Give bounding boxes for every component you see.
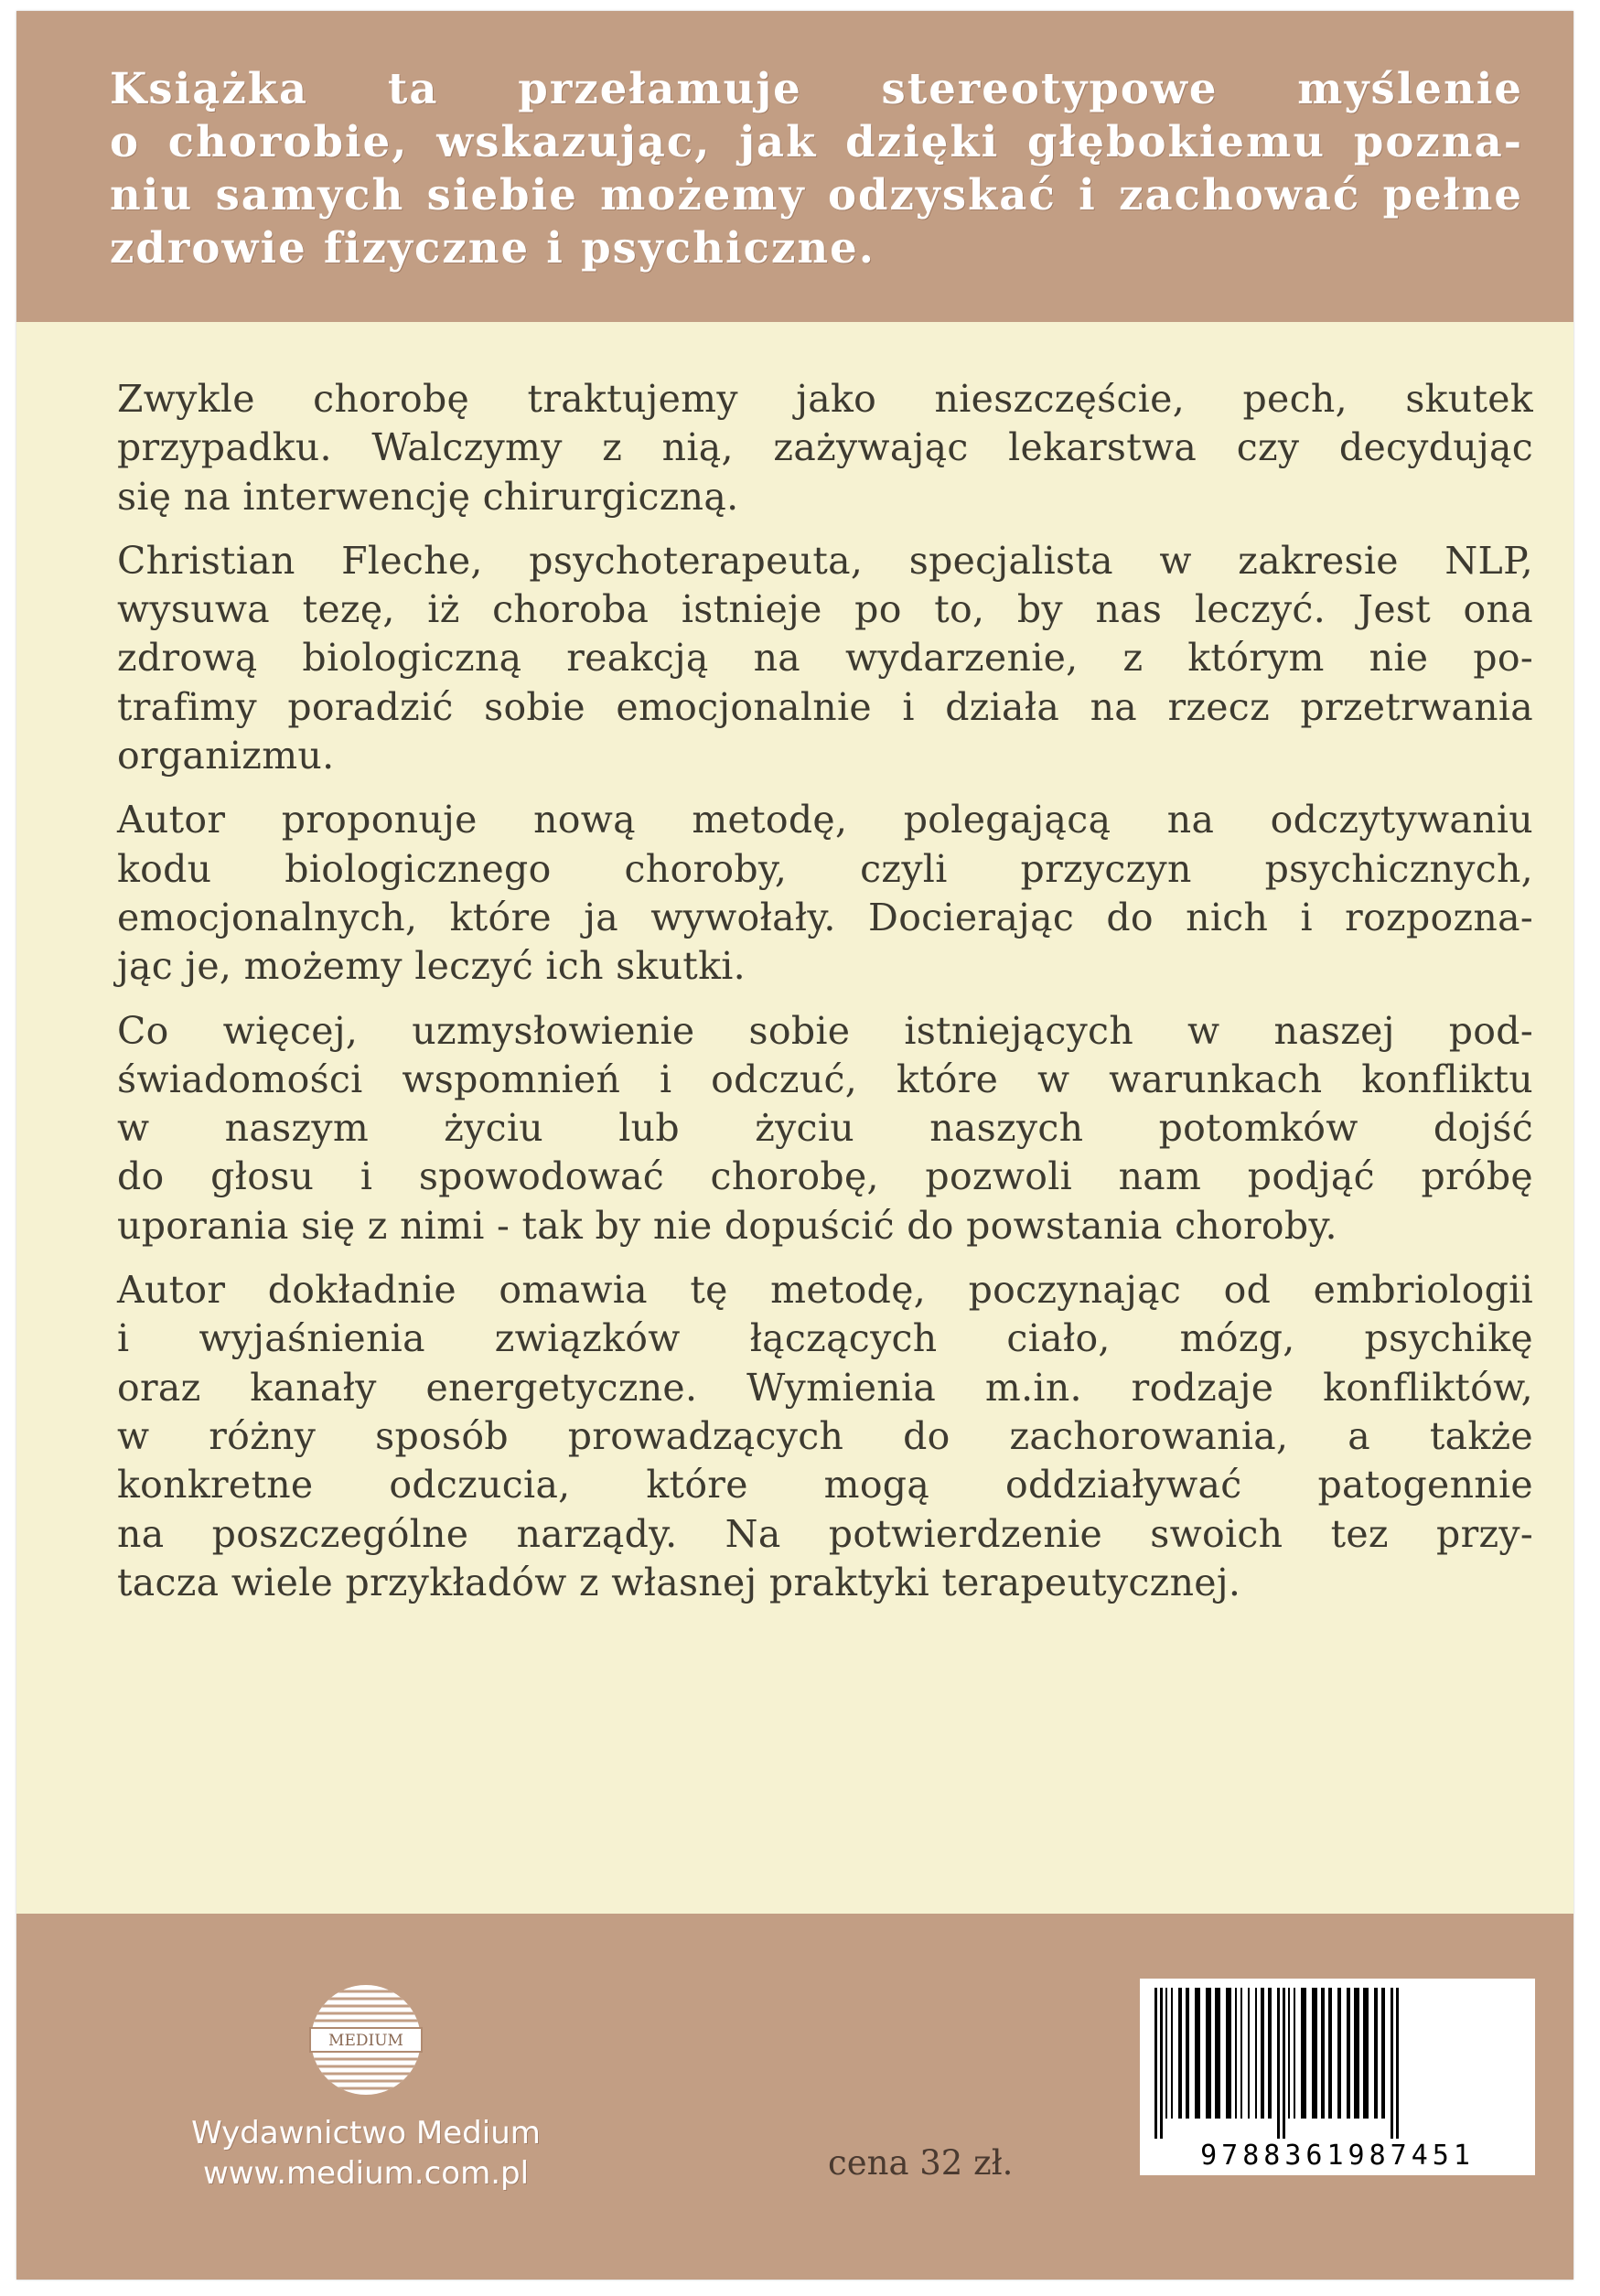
blurb-line: o chorobie, wskazując, jak dzięki głębokiemu pozna- xyxy=(110,116,1523,166)
barcode-bars xyxy=(1153,1988,1522,2139)
text-line: Autor proponuje nową metodę, polegającą na odczytywaniu xyxy=(117,798,1533,842)
text-line: zdrową biologiczną reakcją na wydarzenie, z którym nie po- xyxy=(117,636,1533,681)
barcode-guard-bar xyxy=(1160,1988,1163,2139)
text-line: na poszczególne narządy. Na potwierdzenie swoich tez przy- xyxy=(117,1511,1533,1556)
text-line: Co więcej, uzmysłowienie sobie istniejących w naszej pod- xyxy=(117,1008,1533,1053)
text-line: emocjonalnych, które ja wywołały. Docierając do nich i rozpozna- xyxy=(117,895,1533,939)
text-line: tacza wiele przykładów z własnej praktyki terapeutycznej. xyxy=(117,1560,1241,1604)
logo-text: MEDIUM xyxy=(328,2032,403,2050)
text-line: w różny sposób prowadzących do zachorowania, a także xyxy=(117,1413,1533,1458)
blurb-line: niu samych siebie możemy odzyskać i zachować pełne xyxy=(110,169,1523,220)
text-line: w naszym życiu lub życiu naszych potomków dojść xyxy=(117,1106,1533,1151)
barcode-guard-bar xyxy=(1396,1988,1399,2139)
barcode-bar xyxy=(1381,1988,1385,2119)
text-line: wysuwa tezę, iż choroba istnieje po to, by nas leczyć. Jest ona xyxy=(117,587,1533,632)
barcode-bar xyxy=(1226,1988,1231,2119)
barcode-guard-bar xyxy=(1283,1988,1285,2139)
blurb-line: zdrowie fizyczne i psychiczne. xyxy=(110,222,875,273)
barcode-bar xyxy=(1347,1988,1350,2119)
text-line: organizmu. xyxy=(117,734,335,778)
publisher-name: Wydawnictwo Medium xyxy=(191,2115,541,2151)
text-line: trafimy poradzić sobie emocjonalnie i działa na rzecz przetrwania xyxy=(117,684,1533,729)
text-line: przypadku. Walczymy z nią, zażywając lekarstwa czy decydując xyxy=(117,425,1533,470)
barcode-bar xyxy=(1255,1988,1257,2119)
barcode-bar xyxy=(1337,1988,1341,2119)
barcode-bar xyxy=(1206,1988,1211,2119)
text-line: konkretne odczucia, które mogą oddziaływać patogennie xyxy=(117,1463,1533,1507)
barcode-bar xyxy=(1215,1988,1220,2119)
text-line: i wyjaśnienia związków łączących ciało, mózg, psychikę xyxy=(117,1316,1533,1361)
cover-blurb xyxy=(110,62,1523,274)
text-line: uporania się z nimi - tak by nie dopuścić do powstania choroby. xyxy=(117,1203,1337,1248)
paragraph xyxy=(117,375,1533,521)
barcode-bar xyxy=(1268,1988,1272,2119)
barcode-bar xyxy=(1294,1988,1295,2119)
barcode-bar xyxy=(1195,1988,1200,2119)
barcode-bar xyxy=(1321,1988,1325,2119)
barcode-bar xyxy=(1178,1988,1182,2119)
text-line: kodu biologicznego choroby, czyli przyczyn psychicznych, xyxy=(117,846,1533,891)
paragraph xyxy=(117,1266,1533,1607)
text-line: oraz kanały energetyczne. Wymienia m.in. rodzaje konfliktów, xyxy=(117,1365,1533,1410)
barcode-bar xyxy=(1240,1988,1242,2119)
text-line: Zwykle chorobę traktujemy jako nieszczęście, pech, skutek xyxy=(117,377,1533,421)
barcode-bar xyxy=(1312,1988,1317,2119)
barcode xyxy=(1140,1979,1535,2175)
book-description xyxy=(117,375,1533,1623)
paragraph xyxy=(117,796,1533,991)
barcode-bar xyxy=(1288,1988,1290,2119)
blurb-line: Książka ta przełamuje stereotypowe myślenie xyxy=(110,63,1523,113)
barcode-bar xyxy=(1235,1988,1237,2119)
text-line: do głosu i spowodować chorobę, pozwoli nam podjąć próbę xyxy=(117,1154,1533,1199)
publisher-info xyxy=(137,2113,595,2194)
paragraph xyxy=(117,1007,1533,1250)
barcode-bar xyxy=(1186,1988,1189,2119)
text-line: świadomości wspomnień i odczuć, które w warunkach konfliktu xyxy=(117,1057,1533,1101)
medium-logo-icon xyxy=(306,1980,425,2099)
text-line: Autor dokładnie omawia tę metodę, poczynając od embriologii xyxy=(117,1268,1533,1313)
barcode-bar xyxy=(1165,1988,1167,2119)
barcode-bar xyxy=(1363,1988,1369,2119)
isbn-number: 9788361987451 xyxy=(1200,2140,1475,2172)
barcode-bar xyxy=(1328,1988,1332,2119)
text-line: jąc je, możemy leczyć ich skutki. xyxy=(117,944,746,989)
barcode-bar xyxy=(1171,1988,1173,2119)
text-line: Christian Fleche, psychoterapeuta, specjalista w zakresie NLP, xyxy=(117,538,1533,583)
barcode-guard-bar xyxy=(1391,1988,1393,2139)
barcode-bar xyxy=(1301,1988,1306,2119)
barcode-guard-bar xyxy=(1277,1988,1280,2139)
barcode-bar xyxy=(1261,1988,1264,2119)
text-line: się na interwencję chirurgiczną. xyxy=(117,474,739,519)
paragraph xyxy=(117,537,1533,780)
barcode-guard-bar xyxy=(1154,1988,1157,2139)
barcode-bar xyxy=(1374,1988,1378,2119)
price-label: cena 32 zł. xyxy=(828,2143,1014,2183)
barcode-bar xyxy=(1248,1988,1250,2119)
barcode-bar xyxy=(1354,1988,1359,2119)
publisher-url: www.medium.com.pl xyxy=(202,2155,530,2192)
